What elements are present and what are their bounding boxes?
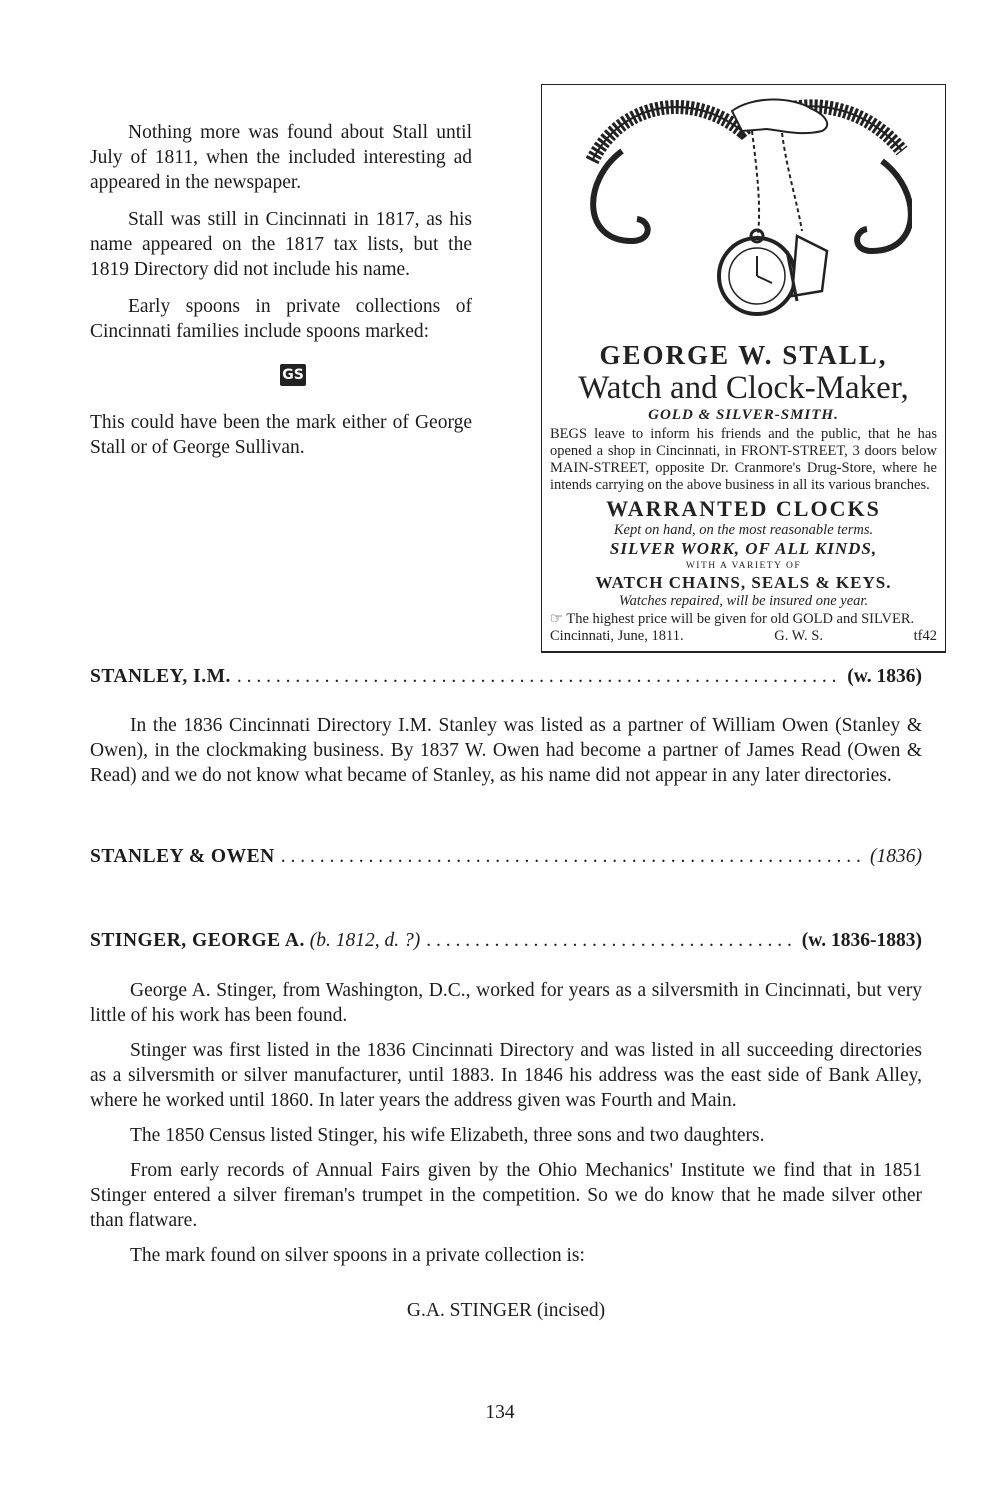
entry-name: STANLEY & OWEN [90, 846, 275, 867]
entry-body [90, 713, 922, 798]
paragraph: The mark found on silver spoons in a private collection is: [130, 1245, 585, 1266]
ad-code: tf42 [913, 628, 937, 644]
ad-dateline: Cincinnati, June, 1811. [550, 628, 684, 644]
page-number: 134 [485, 1402, 515, 1423]
ad-headline: WARRANTED CLOCKS [606, 496, 881, 521]
ad-repaired-line: Watches repaired, will be insured one year. [618, 593, 869, 609]
ad-proprietor-name: GEORGE W. STALL, [599, 340, 888, 370]
entry-name: STANLEY, I.M. [90, 666, 231, 687]
advertisement-text [550, 340, 937, 645]
left-column-text [90, 120, 472, 472]
paragraph: Stall was still in Cincinnati in 1817, as his name appeared on the 1817 tax lists, but the 1819 Directory did not include his name. [90, 209, 472, 280]
entry-dates: (w. 1836-1883) [801, 930, 922, 951]
entry-dates: (1836) [870, 846, 922, 867]
entry-body [90, 978, 922, 1278]
ad-kept-line: Kept on hand, on the most reasonable terms. [613, 522, 874, 538]
ad-body-text: BEGS leave to inform his friends and the public, that he has opened a shop in Cincinnati, in FRONT-STREET, 3 doors below MAIN-STREET, opposite Dr. Cranmore's Drug-Store, where he intends carrying on the above business in all its various branches. [550, 426, 937, 493]
paragraph: In the 1836 Cincinnati Directory I.M. Stanley was listed as a partner of William Owen (Stanley & Owen), in the clockmaking business. By 1837 W. Owen had become a partner of James Read (Owen & Read) and we do not know what became of Stanley, as his name did not appear in any later directories. [90, 715, 922, 786]
entry-heading [90, 930, 922, 952]
entry-heading [90, 846, 922, 868]
paragraph: Early spoons in private collections of Cincinnati families include spoons marked: [90, 296, 472, 342]
paragraph: Stinger was first listed in the 1836 Cincinnati Directory and was listed in all succeeding directories as a silversmith or silver manufacturer, until 1883. In 1846 his address was the east side of Bank Alley, where he worked until 1860. In later years the address given was Fourth and Main. [90, 1040, 922, 1111]
gs-maker-mark: GS [280, 364, 306, 386]
ad-trade-title: Watch and Clock-Maker, [578, 370, 909, 406]
entry-heading [90, 666, 922, 688]
paragraph: This could have been the mark either of George Stall or of George Sullivan. [90, 412, 472, 458]
ad-initials: G. W. S. [774, 628, 823, 644]
ad-silver-line: SILVER WORK, OF ALL KINDS, [609, 539, 878, 558]
ad-variety-line: WITH A VARIETY OF [685, 561, 802, 571]
entry-lifespan: (b. 1812, d. ?) [309, 930, 421, 951]
paragraph: George A. Stinger, from Washington, D.C., worked for years as a silversmith in Cincinnati, but very little of his work has been found. [90, 980, 922, 1026]
ad-signature-row [550, 628, 937, 645]
stinger-mark: G.A. STINGER (incised) [406, 1300, 606, 1321]
entry-dates: (w. 1836) [847, 666, 922, 687]
paragraph: Nothing more was found about Stall until July of 1811, when the included interesting ad appeared in the newspaper. [90, 122, 472, 193]
dot-leader [281, 846, 864, 868]
entry-name: STINGER, GEORGE A. [90, 930, 305, 951]
dot-leader [426, 930, 795, 952]
paragraph: The 1850 Census listed Stinger, his wife Elizabeth, three sons and two daughters. [130, 1125, 765, 1146]
ad-chains-line: WATCH CHAINS, SEALS & KEYS. [595, 573, 892, 592]
paragraph: From early records of Annual Fairs given by the Ohio Mechanics' Institute we find that in 1851 Stinger entered a silver fireman's trumpet in the competition. So we do know that he made silver other than flatware. [90, 1160, 922, 1231]
ad-subtitle: GOLD & SILVER-SMITH. [648, 407, 839, 423]
ad-price-line: ☞ The highest price will be given for old GOLD and SILVER. [550, 611, 915, 627]
dot-leader [237, 666, 841, 688]
watch-banner-illustration [582, 91, 912, 341]
newspaper-advertisement [541, 84, 946, 653]
